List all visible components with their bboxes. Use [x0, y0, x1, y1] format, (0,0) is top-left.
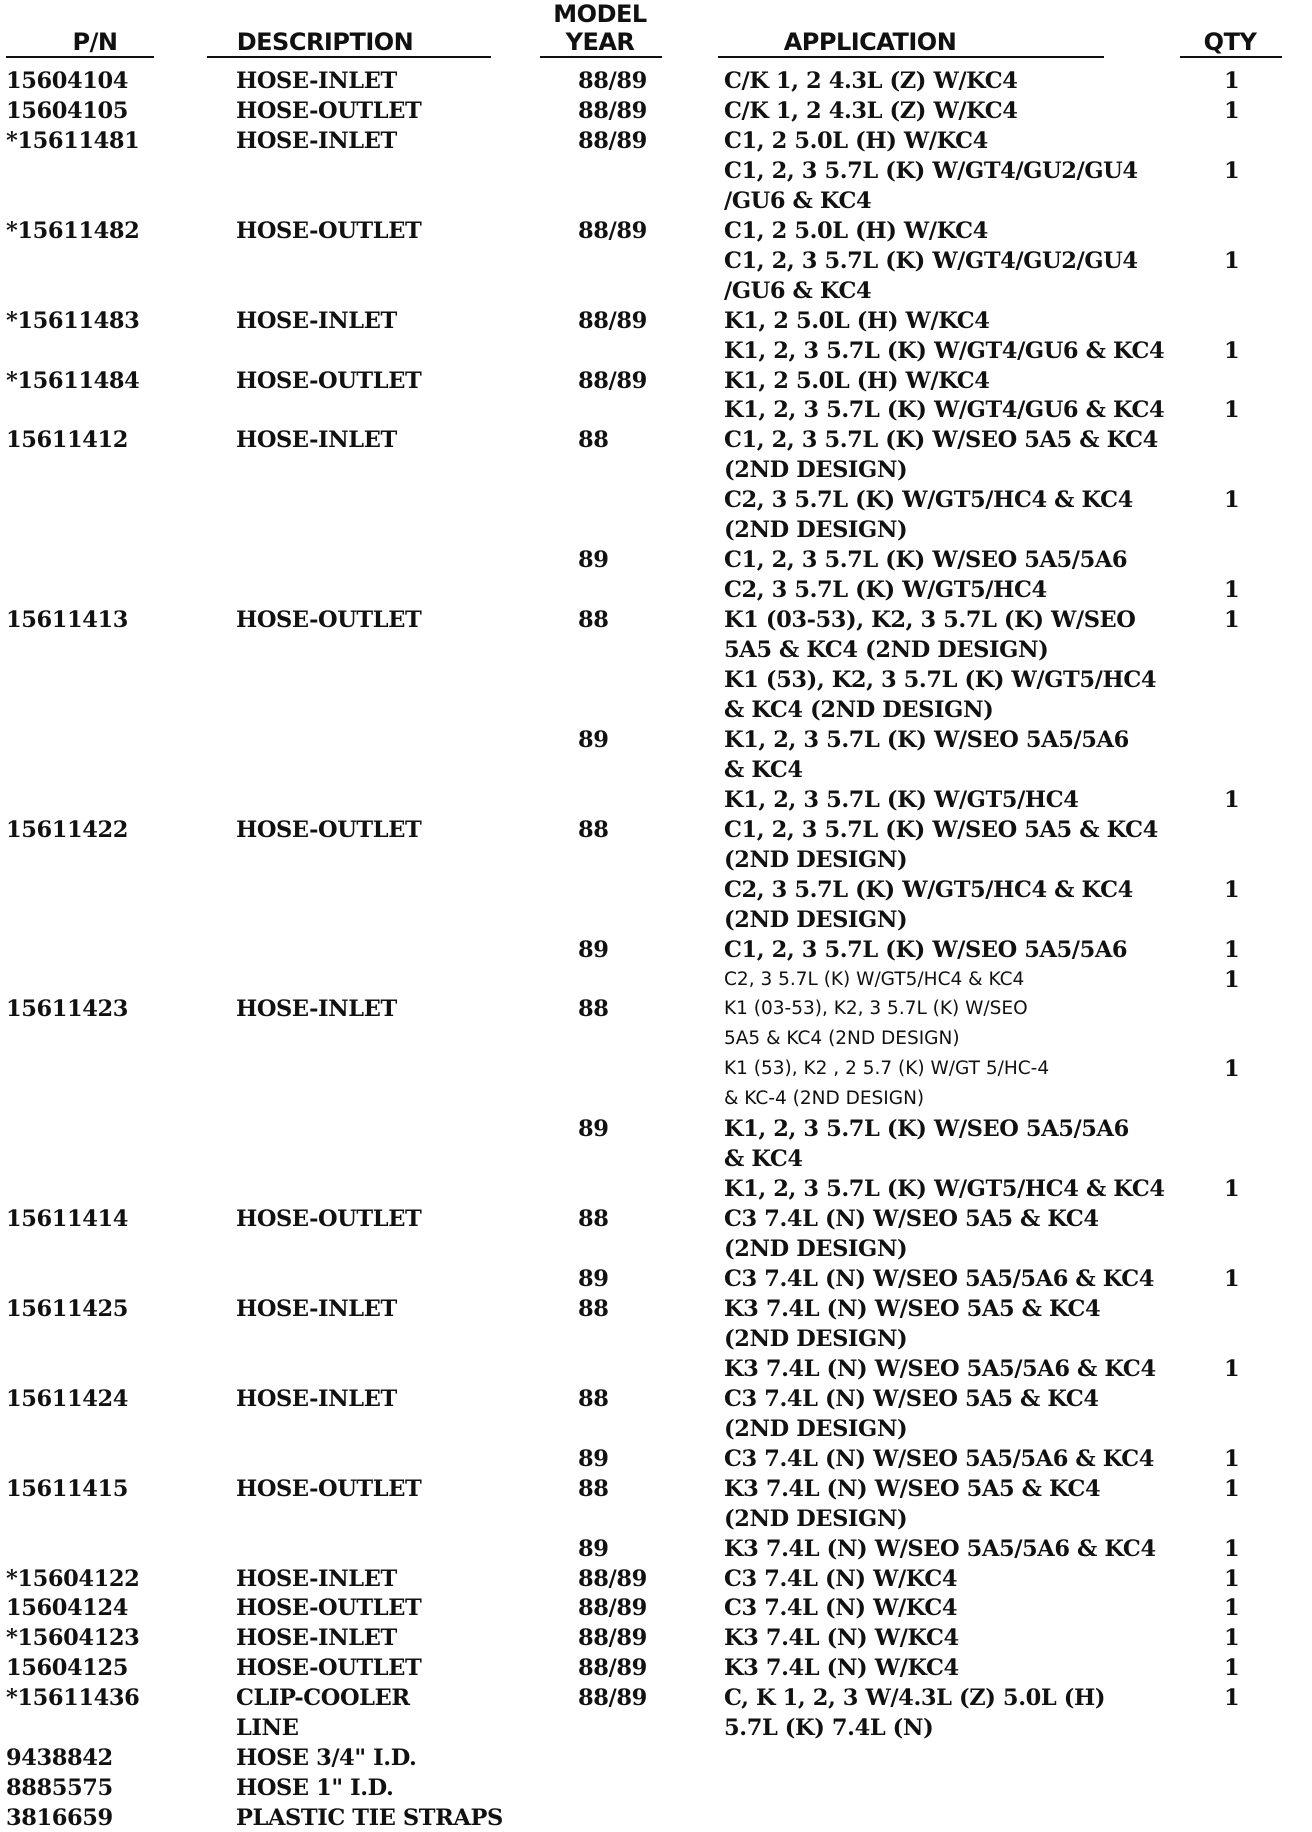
application: C1, 2, 3 5.7L (K) W/GT4/GU2/GU4	[724, 157, 1138, 184]
quantity: 1	[1224, 966, 1240, 993]
quantity: 1	[1224, 1475, 1240, 1502]
application: C3 7.4L (N) W/KC4	[724, 1595, 958, 1622]
application: K1, 2, 3 5.7L (K) W/GT5/HC4	[724, 786, 1079, 813]
application: C, K 1, 2, 3 W/4.3L (Z) 5.0L (H)	[724, 1685, 1106, 1712]
header-description-rule	[207, 56, 491, 58]
application: K3 7.4L (N) W/SEO 5A5/5A6 & KC4	[724, 1535, 1156, 1562]
application: K1 (53), K2 , 2 5.7 (K) W/GT 5/HC-4	[724, 1058, 1050, 1080]
model-year: 88/89	[578, 217, 647, 244]
part-number: 15604105	[6, 97, 129, 124]
application: C1, 2, 3 5.7L (K) W/SEO 5A5/5A6	[724, 936, 1128, 963]
part-number: 9438842	[6, 1745, 113, 1772]
part-number: 15611422	[6, 816, 129, 843]
application: C1, 2 5.0L (H) W/KC4	[724, 217, 988, 244]
application: K3 7.4L (N) W/KC4	[724, 1625, 959, 1652]
application: C1, 2 5.0L (H) W/KC4	[724, 127, 988, 154]
model-year: 88/89	[578, 1565, 647, 1592]
part-number: 15611425	[6, 1295, 129, 1322]
application: (2ND DESIGN)	[724, 1505, 908, 1532]
model-year: 88	[578, 1385, 609, 1412]
application: (2ND DESIGN)	[724, 906, 908, 933]
model-year: 88/89	[578, 1595, 647, 1622]
application: C3 7.4L (N) W/KC4	[724, 1565, 958, 1592]
quantity: 1	[1224, 1056, 1240, 1083]
model-year: 88	[578, 996, 609, 1023]
application: (2ND DESIGN)	[724, 1236, 908, 1263]
model-year: 88	[578, 1206, 609, 1233]
quantity: 1	[1224, 577, 1240, 604]
application: 5.7L (K) 7.4L (N)	[724, 1715, 934, 1742]
application: (2ND DESIGN)	[724, 1325, 908, 1352]
part-number: 15604125	[6, 1655, 129, 1682]
description: HOSE-OUTLET	[236, 607, 422, 634]
part-number: 15611412	[6, 427, 129, 454]
application: (2ND DESIGN)	[724, 1415, 908, 1442]
description: HOSE-INLET	[236, 1625, 397, 1652]
quantity: 1	[1224, 876, 1240, 903]
quantity: 1	[1224, 157, 1240, 184]
model-year: 88	[578, 607, 609, 634]
application: C3 7.4L (N) W/SEO 5A5/5A6 & KC4	[724, 1266, 1155, 1292]
part-number: 15604124	[6, 1595, 129, 1622]
application: K1 (53), K2, 3 5.7L (K) W/GT5/HC4	[724, 667, 1157, 693]
model-year: 88/89	[578, 1685, 647, 1712]
description: HOSE-INLET	[236, 1295, 397, 1322]
model-year: 88/89	[578, 127, 647, 154]
model-year: 89	[578, 1445, 609, 1472]
part-number: *15611481	[6, 127, 140, 154]
application: C1, 2, 3 5.7L (K) W/SEO 5A5/5A6	[724, 547, 1128, 574]
application: K1, 2, 3 5.7L (K) W/GT4/GU6 & KC4	[724, 337, 1165, 364]
application: & KC-4 (2ND DESIGN)	[724, 1088, 925, 1110]
part-number: 15611414	[6, 1206, 129, 1233]
application: C/K 1, 2 4.3L (Z) W/KC4	[724, 97, 1018, 124]
application: K1, 2, 3 5.7L (K) W/GT4/GU6 & KC4	[724, 397, 1165, 424]
model-year: 89	[578, 1535, 609, 1562]
quantity: 1	[1224, 1535, 1240, 1562]
application: C1, 2, 3 5.7L (K) W/GT4/GU2/GU4	[724, 247, 1138, 274]
quantity: 1	[1224, 1445, 1240, 1472]
quantity: 1	[1224, 397, 1240, 424]
application: K3 7.4L (N) W/KC4	[724, 1655, 959, 1682]
application: & KC4 (2ND DESIGN)	[724, 696, 994, 723]
quantity: 1	[1224, 1355, 1240, 1382]
description: HOSE 1" I.D.	[236, 1775, 394, 1802]
application: C2, 3 5.7L (K) W/GT5/HC4	[724, 577, 1047, 604]
application: C2, 3 5.7L (K) W/GT5/HC4 & KC4	[724, 968, 1025, 990]
application: K1, 2, 3 5.7L (K) W/SEO 5A5/5A6	[724, 1116, 1129, 1143]
application: /GU6 & KC4	[724, 277, 872, 304]
description: HOSE-INLET	[236, 1565, 397, 1592]
part-number: *15611484	[6, 367, 140, 394]
description: HOSE-OUTLET	[236, 217, 422, 244]
quantity: 1	[1224, 97, 1240, 124]
part-number: 15604104	[6, 68, 129, 94]
part-number: 15611413	[6, 607, 129, 634]
part-number: *15611482	[6, 217, 140, 244]
application: K1, 2, 3 5.7L (K) W/SEO 5A5/5A6	[724, 726, 1129, 753]
description: PLASTIC TIE STRAPS	[236, 1805, 503, 1832]
model-year: 88/89	[578, 367, 647, 394]
application: K1, 2, 3 5.7L (K) W/GT5/HC4 & KC4	[724, 1176, 1165, 1203]
description: HOSE-OUTLET	[236, 1475, 422, 1502]
part-number: *15604123	[6, 1625, 140, 1652]
application: C1, 2, 3 5.7L (K) W/SEO 5A5 & KC4	[724, 427, 1158, 454]
description: HOSE-INLET	[236, 127, 397, 154]
application: K1 (03-53), K2, 3 5.7L (K) W/SEO	[724, 607, 1136, 634]
description: HOSE-OUTLET	[236, 816, 422, 843]
model-year: 89	[578, 1116, 609, 1143]
application: C2, 3 5.7L (K) W/GT5/HC4 & KC4	[724, 876, 1133, 903]
application: 5A5 & KC4 (2ND DESIGN)	[724, 1028, 960, 1050]
model-year: 88	[578, 427, 609, 454]
model-year: 88/89	[578, 97, 647, 124]
quantity: 1	[1224, 1625, 1240, 1652]
application: (2ND DESIGN)	[724, 517, 908, 544]
part-number: 3816659	[6, 1805, 113, 1832]
description: HOSE-INLET	[236, 1385, 397, 1412]
application: (2ND DESIGN)	[724, 846, 908, 873]
header-model-year-line1: MODEL	[553, 0, 647, 28]
quantity: 1	[1224, 1176, 1240, 1203]
application: K3 7.4L (N) W/SEO 5A5/5A6 & KC4	[724, 1355, 1156, 1382]
header-year-rule	[540, 56, 662, 58]
part-number: 15611424	[6, 1385, 129, 1412]
quantity: 1	[1224, 1595, 1240, 1622]
application: C3 7.4L (N) W/SEO 5A5 & KC4	[724, 1206, 1099, 1233]
part-number: *15604122	[6, 1565, 140, 1592]
application: K3 7.4L (N) W/SEO 5A5 & KC4	[724, 1475, 1101, 1502]
description: HOSE-INLET	[236, 68, 397, 94]
model-year: 88	[578, 1295, 609, 1322]
application: K3 7.4L (N) W/SEO 5A5 & KC4	[724, 1295, 1101, 1322]
header-qty: QTY	[1203, 28, 1257, 56]
quantity: 1	[1224, 247, 1240, 274]
application: C3 7.4L (N) W/SEO 5A5/5A6 & KC4	[724, 1445, 1155, 1472]
application: & KC4	[724, 1146, 803, 1173]
quantity: 1	[1224, 487, 1240, 514]
part-number: 15611415	[6, 1475, 129, 1502]
application: C1, 2, 3 5.7L (K) W/SEO 5A5 & KC4	[724, 816, 1158, 843]
model-year: 88/89	[578, 1625, 647, 1652]
application: & KC4	[724, 756, 803, 783]
description: HOSE-INLET	[236, 307, 397, 334]
quantity: 1	[1224, 936, 1240, 963]
part-number: 15611423	[6, 996, 129, 1023]
description: HOSE-OUTLET	[236, 1206, 422, 1233]
part-number: *15611436	[6, 1685, 140, 1712]
quantity: 1	[1224, 786, 1240, 813]
part-number: 8885575	[6, 1775, 113, 1802]
header-model-year-line2: YEAR	[565, 28, 635, 56]
quantity: 1	[1224, 1266, 1240, 1292]
description: HOSE 3/4" I.D.	[236, 1745, 417, 1772]
model-year: 89	[578, 547, 609, 574]
description: HOSE-INLET	[236, 996, 397, 1023]
description: HOSE-INLET	[236, 427, 397, 454]
model-year: 89	[578, 936, 609, 963]
part-number: *15611483	[6, 307, 140, 334]
application: (2ND DESIGN)	[724, 457, 908, 484]
description: HOSE-OUTLET	[236, 1655, 422, 1682]
model-year: 89	[578, 1266, 609, 1292]
model-year: 88	[578, 1475, 609, 1502]
model-year: 88/89	[578, 1655, 647, 1682]
description: CLIP-COOLER	[236, 1685, 410, 1712]
model-year: 88/89	[578, 307, 647, 334]
application: K1, 2 5.0L (H) W/KC4	[724, 367, 990, 394]
model-year: 89	[578, 726, 609, 753]
quantity: 1	[1224, 1685, 1240, 1712]
quantity: 1	[1224, 607, 1240, 634]
description: HOSE-OUTLET	[236, 367, 422, 394]
header-qty-rule	[1180, 56, 1282, 58]
application: /GU6 & KC4	[724, 187, 872, 214]
description: HOSE-OUTLET	[236, 97, 422, 124]
application: C/K 1, 2 4.3L (Z) W/KC4	[724, 68, 1018, 94]
header-pn-rule	[6, 56, 154, 58]
application: 5A5 & KC4 (2ND DESIGN)	[724, 637, 1049, 664]
quantity: 1	[1224, 68, 1240, 94]
application: K1 (03-53), K2, 3 5.7L (K) W/SEO	[724, 998, 1028, 1020]
header-application: APPLICATION	[783, 28, 957, 56]
header-pn: P/N	[72, 28, 118, 56]
application: C2, 3 5.7L (K) W/GT5/HC4 & KC4	[724, 487, 1133, 514]
quantity: 1	[1224, 1655, 1240, 1682]
model-year: 88/89	[578, 68, 647, 94]
header-application-rule	[718, 56, 1104, 58]
application: C3 7.4L (N) W/SEO 5A5 & KC4	[724, 1385, 1099, 1412]
quantity: 1	[1224, 1565, 1240, 1592]
header-description: DESCRIPTION	[236, 28, 414, 56]
application: K1, 2 5.0L (H) W/KC4	[724, 307, 990, 334]
description: HOSE-OUTLET	[236, 1595, 422, 1622]
model-year: 88	[578, 816, 609, 843]
description: LINE	[236, 1715, 299, 1742]
quantity: 1	[1224, 337, 1240, 364]
